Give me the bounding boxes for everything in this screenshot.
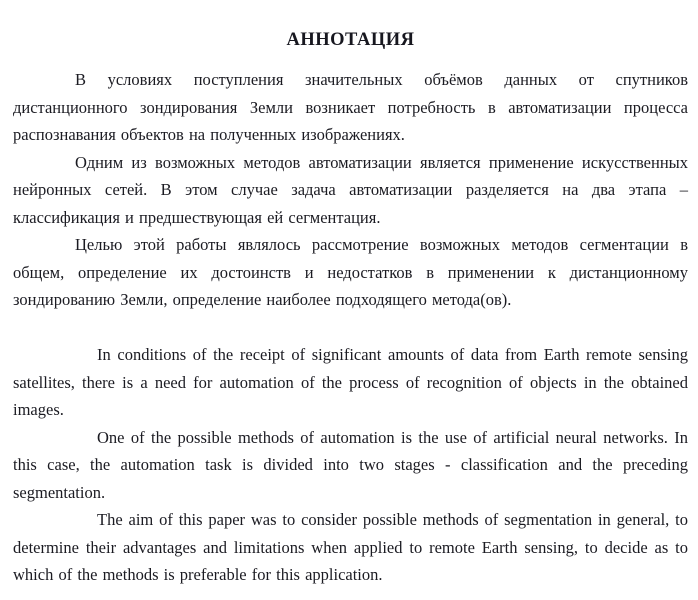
- abstract-english-section: [13, 341, 688, 589]
- abstract-en-paragraph-1: In conditions of the receipt of significant amounts of data from Earth remote sensing satellites, there is a need for automation of the process of recognition of objects in the obtained images.: [13, 345, 688, 419]
- abstract-title: АННОТАЦИЯ: [286, 30, 415, 50]
- abstract-en-paragraph-3: The aim of this paper was to consider possible methods of segmentation in general, to determine their advantages and limitations when applied to remote Earth sensing, to decide as to which of the methods is preferable for this application.: [13, 510, 688, 584]
- abstract-ru-paragraph-2: Одним из возможных методов автоматизации является применение искусственных нейронных сетей. В этом случае задача автоматизации разделяется на два этапа – классификация и предшествующая ей сегментация.: [13, 152, 688, 227]
- abstract-ru-paragraph-1: В условиях поступления значительных объёмов данных от спутников дистанционного зондирования Земли возникает потребность в автоматизации процесса распознавания объектов на полученных изображениях.: [13, 70, 688, 144]
- abstract-ru-paragraph-3: Целью этой работы являлось рассмотрение возможных методов сегментации в общем, определение их достоинств и недостатков в применении к дистанционному зондированию Земли, определение наиболее подходящего метода(ов).: [13, 235, 688, 309]
- abstract-russian-section: [13, 66, 688, 314]
- abstract-en-paragraph-2: One of the possible methods of automation is the use of artificial neural networks. In this case, the automation task is divided into two stages - classification and the preceding segmentation.: [13, 427, 688, 502]
